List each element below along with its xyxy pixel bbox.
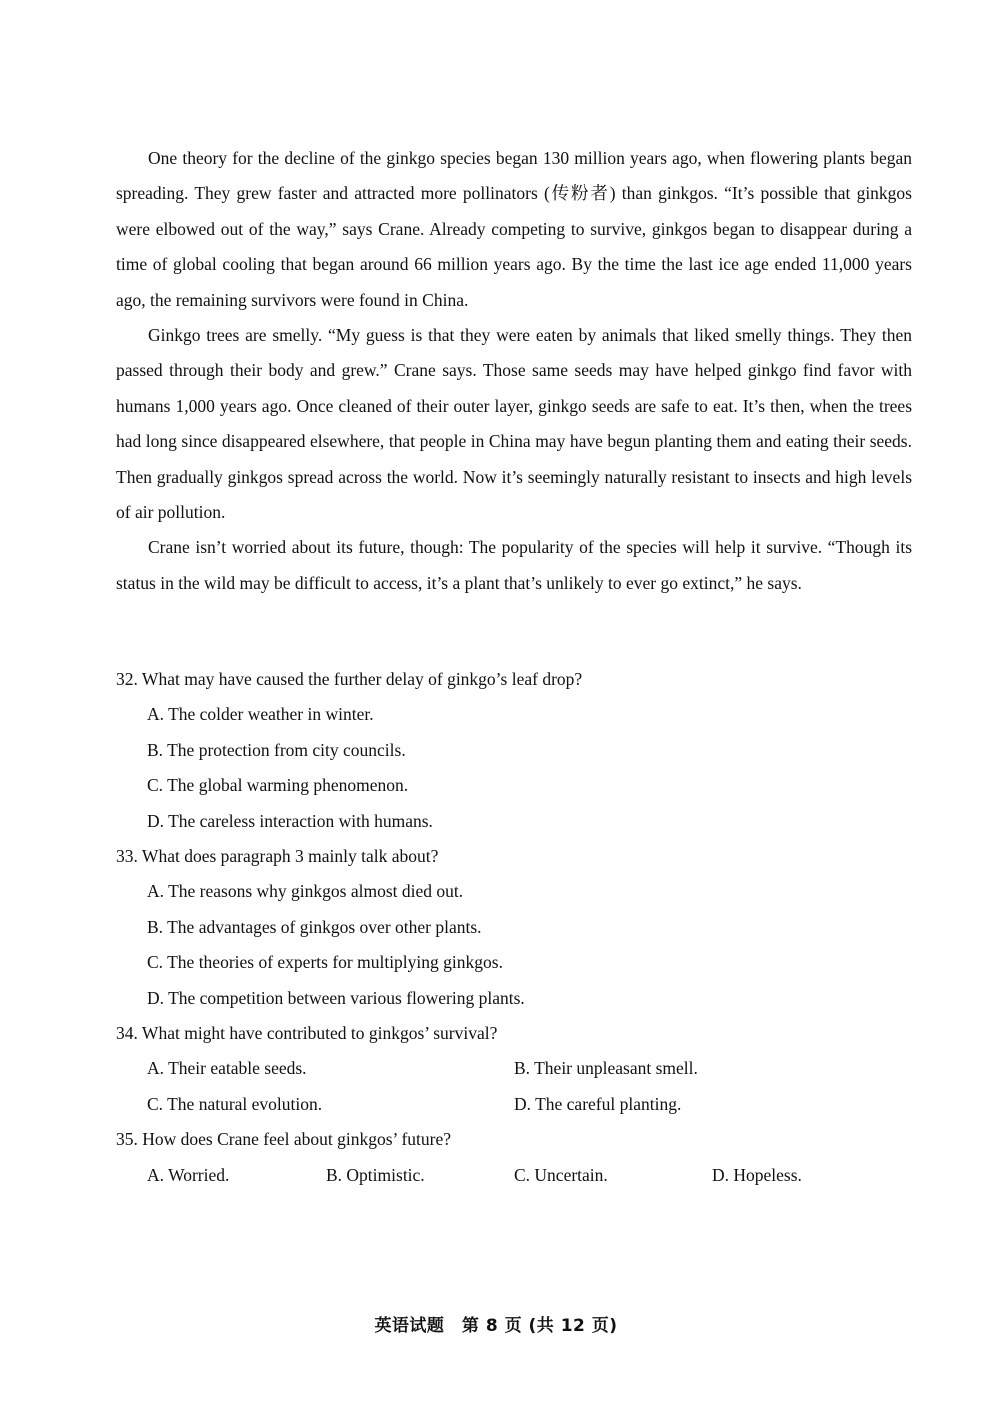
option-b: B. Their unpleasant smell. [514,1058,698,1079]
option-list [116,1051,912,1122]
question-35 [116,1122,912,1193]
page-footer: 英语试题 第 8 页 (共 12 页) [374,1316,618,1336]
option-d: D. The competition between various flowering plants. [147,987,525,1008]
question-33 [116,839,912,1016]
option-a: A. The colder weather in winter. [147,704,374,725]
question-34 [116,1016,912,1122]
question-stem: 34. What might have contributed to ginkgos’ survival? [116,1023,498,1044]
question-list [116,662,912,1193]
option-list [116,874,912,1016]
question-32 [116,662,912,839]
reading-passage [116,141,912,601]
passage-paragraph: Crane isn’t worried about its future, though: The popularity of the species will help it survive. “Though its status in the wild may be difficult to access, it’s a plant that’s unlikely to ever go extinct,” he says. [116,537,912,593]
option-a: A. The reasons why ginkgos almost died out. [147,881,464,902]
option-d: D. The careful planting. [514,1093,682,1114]
option-d: D. The careless interaction with humans. [147,810,433,831]
passage-paragraph: Ginkgo trees are smelly. “My guess is that they were eaten by animals that liked smelly things. They then passed through their body and grew.” Crane says. Those same seeds may have helped ginkgo find favor with humans 1,000 years ago. Once cleaned of their outer layer, ginkgo seeds are safe to eat. It’s then, when the trees had long since disappeared elsewhere, that people in China may have begun planting them and eating their seeds. Then gradually ginkgos spread across the world. Now it’s seemingly naturally resistant to insects and high levels of air pollution. [116,325,912,523]
option-c: C. The global warming phenomenon. [147,775,409,796]
passage-paragraph: One theory for the decline of the ginkgo species began 130 million years ago, when flowering plants began spreading. They grew faster and attracted more pollinators (传粉者) than ginkgos. “It’s possible that ginkgos were elbowed out of the way,” says Crane. Already competing to survive, ginkgos began to disappear during a time of global cooling that began around 66 million years ago. By the time the last ice age ended 11,000 years ago, the remaining survivors were found in China. [116,148,912,310]
option-a: A. Worried. [147,1164,230,1185]
option-d: D. Hopeless. [712,1164,802,1185]
option-a: A. Their eatable seeds. [147,1058,307,1079]
option-b: B. Optimistic. [326,1164,425,1185]
option-c: C. The natural evolution. [147,1093,323,1114]
option-c: C. The theories of experts for multiplying ginkgos. [147,952,503,973]
question-stem: 35. How does Crane feel about ginkgos’ future? [116,1129,451,1150]
option-list [116,1158,912,1193]
option-list [116,697,912,839]
question-stem: 32. What may have caused the further delay of ginkgo’s leaf drop? [116,669,583,689]
question-stem: 33. What does paragraph 3 mainly talk about? [116,846,439,867]
option-c: C. Uncertain. [514,1164,608,1185]
option-b: B. The advantages of ginkgos over other plants. [147,916,482,937]
option-b: B. The protection from city councils. [147,739,406,760]
